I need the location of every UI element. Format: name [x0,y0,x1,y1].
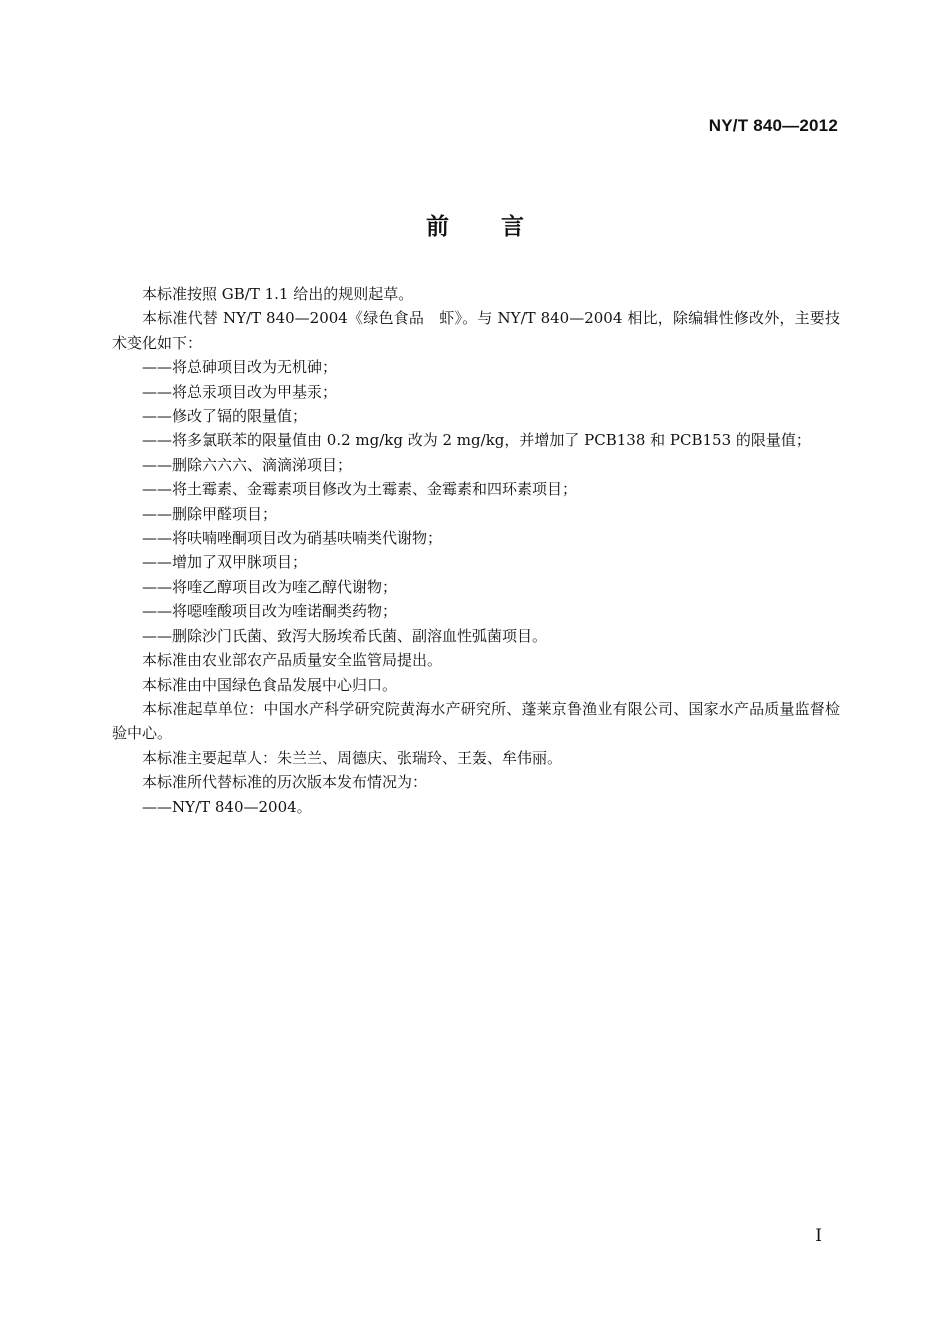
foreword-body [112,282,840,819]
paragraph-centralized: 本标准由中国绿色食品发展中心归口。 [142,675,398,694]
paragraph-replacement: 本标准代替 NY/T 840—2004《绿色食品 虾》。与 NY/T 840—2004 相比，除编辑性修改外，主要技术变化如下： [112,309,840,352]
list-item: ——修改了镉的限量值； [142,407,308,426]
list-item: ——将土霉素、金霉素项目修改为土霉素、金霉素和四环素项目； [142,480,578,499]
list-item: ——将喹乙醇项目改为喹乙醇代谢物； [142,577,398,596]
title-char-1: 前 [426,214,449,240]
change-list [112,355,840,648]
list-item: ——删除沙门氏菌、致泻大肠埃希氏菌、副溶血性弧菌项目。 [142,626,548,645]
list-item: ——将呋喃唑酮项目改为硝基呋喃类代谢物； [142,529,443,548]
list-item: ——将多氯联苯的限量值由 0.2 mg/kg 改为 2 mg/kg，并增加了 PCB138 和 PCB153 的限量值； [142,431,811,450]
list-item: ——将总汞项目改为甲基汞； [142,382,338,401]
history-item: ——NY/T 840—2004。 [142,797,312,816]
standard-code: NY/T 840—2012 [708,116,838,135]
list-item: ——删除甲醛项目； [142,504,278,523]
list-item: ——将噁喹酸项目改为喹诺酮类药物； [142,602,398,621]
paragraph-history-intro: 本标准所代替标准的历次版本发布情况为： [142,773,428,792]
page-title [0,208,950,241]
list-item: ——将总砷项目改为无机砷； [142,358,338,377]
paragraph-proposer: 本标准由农业部农产品质量安全监管局提出。 [142,651,443,670]
title-char-2: 言 [501,214,524,240]
list-item: ——增加了双甲脒项目； [142,553,308,572]
paragraph-drafting-units: 本标准起草单位：中国水产科学研究院黄海水产研究所、蓬莱京鲁渔业有限公司、国家水产品质量监督检验中心。 [112,699,840,743]
list-item: ——删除六六六、滴滴涕项目； [142,455,353,474]
paragraph-drafters: 本标准主要起草人：朱兰兰、周德庆、张瑞玲、王轰、牟伟丽。 [142,748,563,767]
page-number: I [815,1226,822,1246]
paragraph-drafting-rules: 本标准按照 GB/T 1.1 给出的规则起草。 [142,285,414,303]
